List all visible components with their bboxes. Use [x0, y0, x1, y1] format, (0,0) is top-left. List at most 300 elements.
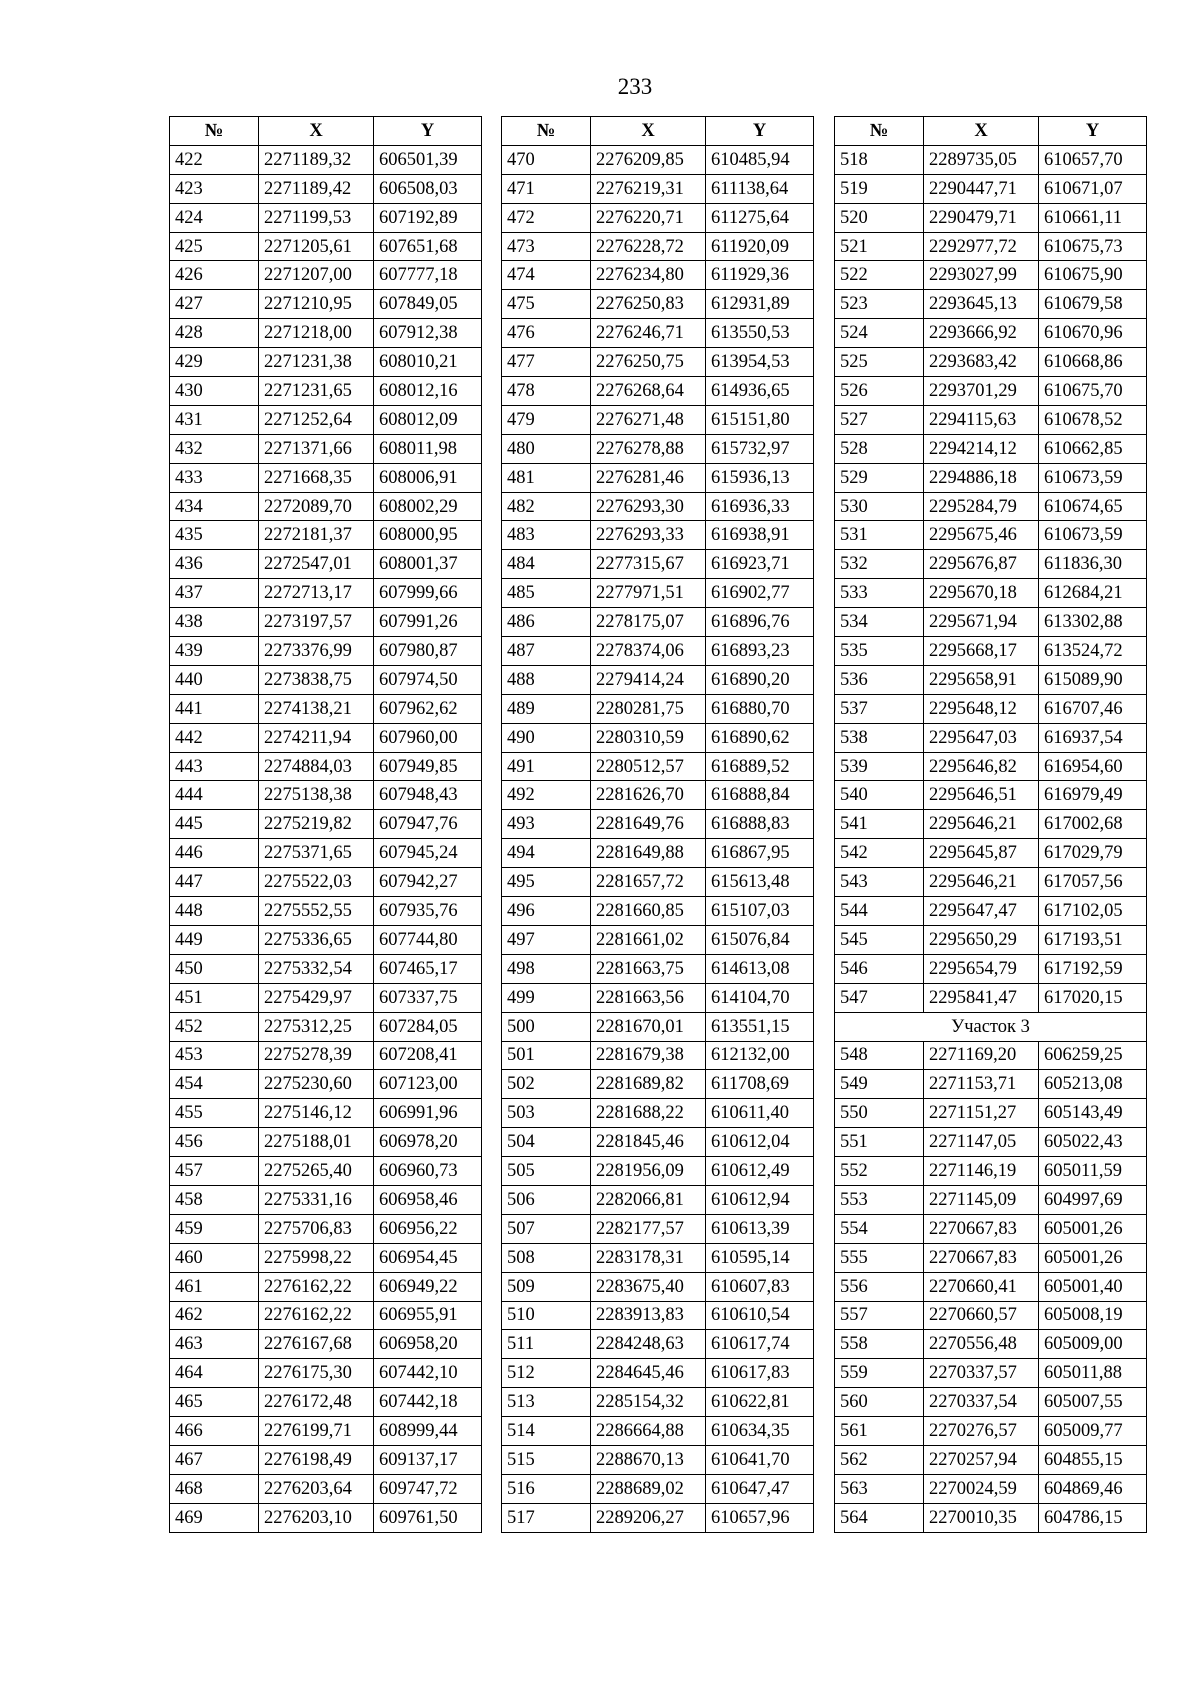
header-x: X — [259, 117, 374, 146]
table-row — [502, 954, 814, 983]
table-row — [170, 1214, 482, 1243]
y-coordinate: 616890,62 — [706, 723, 814, 752]
x-coordinate: 2272713,17 — [259, 579, 374, 608]
table-row — [502, 1128, 814, 1157]
x-coordinate: 2280310,59 — [591, 723, 706, 752]
table-row — [170, 1388, 482, 1417]
y-coordinate: 606958,20 — [374, 1330, 482, 1359]
point-number: 539 — [835, 752, 924, 781]
point-number: 437 — [170, 579, 259, 608]
table-row — [502, 261, 814, 290]
y-coordinate: 604997,69 — [1039, 1185, 1147, 1214]
point-number: 440 — [170, 665, 259, 694]
point-number: 544 — [835, 897, 924, 926]
y-coordinate: 610678,52 — [1039, 405, 1147, 434]
point-number: 436 — [170, 550, 259, 579]
point-number: 519 — [835, 174, 924, 203]
y-coordinate: 606949,22 — [374, 1272, 482, 1301]
y-coordinate: 613302,88 — [1039, 608, 1147, 637]
table-row — [170, 1012, 482, 1041]
x-coordinate: 2281649,88 — [591, 839, 706, 868]
x-coordinate: 2276228,72 — [591, 232, 706, 261]
point-number: 490 — [502, 723, 591, 752]
table-row — [170, 290, 482, 319]
y-coordinate: 611138,64 — [706, 174, 814, 203]
point-number: 524 — [835, 319, 924, 348]
x-coordinate: 2276167,68 — [259, 1330, 374, 1359]
point-number: 555 — [835, 1243, 924, 1272]
coordinates-table-1 — [169, 116, 482, 1533]
coordinates-table-2 — [501, 116, 814, 1533]
y-coordinate: 613954,53 — [706, 348, 814, 377]
x-coordinate: 2283675,40 — [591, 1272, 706, 1301]
y-coordinate: 607651,68 — [374, 232, 482, 261]
table-row — [170, 203, 482, 232]
table-row — [502, 897, 814, 926]
point-number: 557 — [835, 1301, 924, 1330]
point-number: 467 — [170, 1445, 259, 1474]
point-number: 492 — [502, 781, 591, 810]
point-number: 463 — [170, 1330, 259, 1359]
x-coordinate: 2295646,21 — [924, 810, 1039, 839]
y-coordinate: 615151,80 — [706, 405, 814, 434]
section-row — [835, 1012, 1147, 1041]
table-row — [170, 637, 482, 666]
table-row — [170, 550, 482, 579]
table-row — [502, 319, 814, 348]
y-coordinate: 606955,91 — [374, 1301, 482, 1330]
table-row — [835, 1128, 1147, 1157]
table-row — [170, 608, 482, 637]
table-row — [170, 1359, 482, 1388]
y-coordinate: 610613,39 — [706, 1214, 814, 1243]
x-coordinate: 2271210,95 — [259, 290, 374, 319]
y-coordinate: 610617,83 — [706, 1359, 814, 1388]
x-coordinate: 2290479,71 — [924, 203, 1039, 232]
point-number: 530 — [835, 492, 924, 521]
point-number: 535 — [835, 637, 924, 666]
table-row — [502, 1330, 814, 1359]
y-coordinate: 608999,44 — [374, 1417, 482, 1446]
x-coordinate: 2275371,65 — [259, 839, 374, 868]
y-coordinate: 616867,95 — [706, 839, 814, 868]
point-number: 479 — [502, 405, 591, 434]
table-row — [835, 839, 1147, 868]
header-y: Y — [1039, 117, 1147, 146]
point-number: 442 — [170, 723, 259, 752]
x-coordinate: 2273838,75 — [259, 665, 374, 694]
point-number: 449 — [170, 925, 259, 954]
x-coordinate: 2275146,12 — [259, 1099, 374, 1128]
point-number: 443 — [170, 752, 259, 781]
y-coordinate: 607948,43 — [374, 781, 482, 810]
x-coordinate: 2295650,29 — [924, 925, 1039, 954]
y-coordinate: 610673,59 — [1039, 463, 1147, 492]
x-coordinate: 2295648,12 — [924, 694, 1039, 723]
table-row — [835, 521, 1147, 550]
x-coordinate: 2275331,16 — [259, 1185, 374, 1214]
table-row — [835, 1243, 1147, 1272]
point-number: 445 — [170, 810, 259, 839]
y-coordinate: 616888,83 — [706, 810, 814, 839]
y-coordinate: 613550,53 — [706, 319, 814, 348]
y-coordinate: 607442,18 — [374, 1388, 482, 1417]
y-coordinate: 610622,81 — [706, 1388, 814, 1417]
y-coordinate: 611920,09 — [706, 232, 814, 261]
point-number: 508 — [502, 1243, 591, 1272]
table-row — [170, 174, 482, 203]
point-number: 512 — [502, 1359, 591, 1388]
x-coordinate: 2295654,79 — [924, 954, 1039, 983]
x-coordinate: 2276172,48 — [259, 1388, 374, 1417]
y-coordinate: 615732,97 — [706, 434, 814, 463]
x-coordinate: 2275188,01 — [259, 1128, 374, 1157]
y-coordinate: 616896,76 — [706, 608, 814, 637]
x-coordinate: 2295647,03 — [924, 723, 1039, 752]
table-row — [170, 434, 482, 463]
point-number: 491 — [502, 752, 591, 781]
table-row — [835, 1301, 1147, 1330]
point-number: 537 — [835, 694, 924, 723]
x-coordinate: 2276293,33 — [591, 521, 706, 550]
y-coordinate: 610671,07 — [1039, 174, 1147, 203]
y-coordinate: 607947,76 — [374, 810, 482, 839]
x-coordinate: 2271199,53 — [259, 203, 374, 232]
y-coordinate: 607960,00 — [374, 723, 482, 752]
x-coordinate: 2270257,94 — [924, 1445, 1039, 1474]
x-coordinate: 2295646,21 — [924, 868, 1039, 897]
y-coordinate: 605011,59 — [1039, 1157, 1147, 1186]
table-row — [170, 521, 482, 550]
table-row — [502, 637, 814, 666]
point-number: 422 — [170, 145, 259, 174]
x-coordinate: 2275312,25 — [259, 1012, 374, 1041]
table-row — [502, 1272, 814, 1301]
y-coordinate: 615076,84 — [706, 925, 814, 954]
point-number: 428 — [170, 319, 259, 348]
y-coordinate: 605143,49 — [1039, 1099, 1147, 1128]
y-coordinate: 611708,69 — [706, 1070, 814, 1099]
y-coordinate: 607942,27 — [374, 868, 482, 897]
x-coordinate: 2282177,57 — [591, 1214, 706, 1243]
y-coordinate: 610612,94 — [706, 1185, 814, 1214]
header-row — [835, 117, 1147, 146]
point-number: 475 — [502, 290, 591, 319]
point-number: 531 — [835, 521, 924, 550]
point-number: 465 — [170, 1388, 259, 1417]
point-number: 431 — [170, 405, 259, 434]
x-coordinate: 2284645,46 — [591, 1359, 706, 1388]
point-number: 439 — [170, 637, 259, 666]
x-coordinate: 2281689,82 — [591, 1070, 706, 1099]
y-coordinate: 607974,50 — [374, 665, 482, 694]
y-coordinate: 617029,79 — [1039, 839, 1147, 868]
point-number: 481 — [502, 463, 591, 492]
header-number: № — [502, 117, 591, 146]
table-row — [835, 1070, 1147, 1099]
table-row — [502, 1214, 814, 1243]
y-coordinate: 616954,60 — [1039, 752, 1147, 781]
table-row — [502, 1388, 814, 1417]
table-row — [835, 463, 1147, 492]
table-row — [502, 145, 814, 174]
table-row — [835, 983, 1147, 1012]
point-number: 489 — [502, 694, 591, 723]
table-row — [835, 1272, 1147, 1301]
table-row — [502, 868, 814, 897]
x-coordinate: 2270337,57 — [924, 1359, 1039, 1388]
y-coordinate: 610673,59 — [1039, 521, 1147, 550]
x-coordinate: 2293666,92 — [924, 319, 1039, 348]
point-number: 501 — [502, 1041, 591, 1070]
point-number: 425 — [170, 232, 259, 261]
table-row — [502, 377, 814, 406]
y-coordinate: 605008,19 — [1039, 1301, 1147, 1330]
x-coordinate: 2295671,94 — [924, 608, 1039, 637]
header-row — [170, 117, 482, 146]
y-coordinate: 610607,83 — [706, 1272, 814, 1301]
point-number: 533 — [835, 579, 924, 608]
point-number: 477 — [502, 348, 591, 377]
table-row — [170, 405, 482, 434]
y-coordinate: 612684,21 — [1039, 579, 1147, 608]
table-row — [170, 839, 482, 868]
x-coordinate: 2274138,21 — [259, 694, 374, 723]
x-coordinate: 2276234,80 — [591, 261, 706, 290]
point-number: 554 — [835, 1214, 924, 1243]
table-row — [835, 261, 1147, 290]
point-number: 464 — [170, 1359, 259, 1388]
y-coordinate: 606956,22 — [374, 1214, 482, 1243]
table-row — [835, 405, 1147, 434]
y-coordinate: 606960,73 — [374, 1157, 482, 1186]
x-coordinate: 2295675,46 — [924, 521, 1039, 550]
x-coordinate: 2275265,40 — [259, 1157, 374, 1186]
x-coordinate: 2281660,85 — [591, 897, 706, 926]
point-number: 538 — [835, 723, 924, 752]
table-row — [835, 492, 1147, 521]
x-coordinate: 2270024,59 — [924, 1474, 1039, 1503]
x-coordinate: 2276198,49 — [259, 1445, 374, 1474]
table-row — [170, 1243, 482, 1272]
table-row — [170, 1157, 482, 1186]
x-coordinate: 2288689,02 — [591, 1474, 706, 1503]
point-number: 496 — [502, 897, 591, 926]
y-coordinate: 605009,77 — [1039, 1417, 1147, 1446]
x-coordinate: 2275332,54 — [259, 954, 374, 983]
y-coordinate: 615089,90 — [1039, 665, 1147, 694]
table-row — [170, 1474, 482, 1503]
x-coordinate: 2293645,13 — [924, 290, 1039, 319]
x-coordinate: 2270660,41 — [924, 1272, 1039, 1301]
x-coordinate: 2275336,65 — [259, 925, 374, 954]
point-number: 461 — [170, 1272, 259, 1301]
x-coordinate: 2277971,51 — [591, 579, 706, 608]
point-number: 480 — [502, 434, 591, 463]
x-coordinate: 2293683,42 — [924, 348, 1039, 377]
point-number: 551 — [835, 1128, 924, 1157]
y-coordinate: 610612,49 — [706, 1157, 814, 1186]
table-row — [502, 723, 814, 752]
x-coordinate: 2276203,64 — [259, 1474, 374, 1503]
y-coordinate: 607980,87 — [374, 637, 482, 666]
x-coordinate: 2294886,18 — [924, 463, 1039, 492]
table-row — [835, 1388, 1147, 1417]
point-number: 497 — [502, 925, 591, 954]
table-row — [502, 1243, 814, 1272]
table-row — [835, 1041, 1147, 1070]
y-coordinate: 607962,62 — [374, 694, 482, 723]
x-coordinate: 2281688,22 — [591, 1099, 706, 1128]
point-number: 493 — [502, 810, 591, 839]
table-row — [502, 463, 814, 492]
x-coordinate: 2275706,83 — [259, 1214, 374, 1243]
point-number: 485 — [502, 579, 591, 608]
y-coordinate: 607284,05 — [374, 1012, 482, 1041]
header-number: № — [170, 117, 259, 146]
x-coordinate: 2283178,31 — [591, 1243, 706, 1272]
x-coordinate: 2281663,75 — [591, 954, 706, 983]
y-coordinate: 614104,70 — [706, 983, 814, 1012]
table-row — [835, 434, 1147, 463]
point-number: 446 — [170, 839, 259, 868]
x-coordinate: 2295647,47 — [924, 897, 1039, 926]
point-number: 513 — [502, 1388, 591, 1417]
table-row — [835, 377, 1147, 406]
table-row — [170, 145, 482, 174]
x-coordinate: 2276162,22 — [259, 1272, 374, 1301]
point-number: 456 — [170, 1128, 259, 1157]
table-row — [170, 377, 482, 406]
table-row — [170, 983, 482, 1012]
table-row — [170, 261, 482, 290]
point-number: 452 — [170, 1012, 259, 1041]
y-coordinate: 607912,38 — [374, 319, 482, 348]
table-row — [835, 1417, 1147, 1446]
x-coordinate: 2295658,91 — [924, 665, 1039, 694]
y-coordinate: 610662,85 — [1039, 434, 1147, 463]
x-coordinate: 2273197,57 — [259, 608, 374, 637]
table-row — [502, 174, 814, 203]
y-coordinate: 610674,65 — [1039, 492, 1147, 521]
table-row — [835, 550, 1147, 579]
y-coordinate: 610657,70 — [1039, 145, 1147, 174]
y-coordinate: 611836,30 — [1039, 550, 1147, 579]
x-coordinate: 2295646,82 — [924, 752, 1039, 781]
y-coordinate: 610679,58 — [1039, 290, 1147, 319]
point-number: 451 — [170, 983, 259, 1012]
x-coordinate: 2271146,19 — [924, 1157, 1039, 1186]
table-row — [170, 1445, 482, 1474]
y-coordinate: 616880,70 — [706, 694, 814, 723]
point-number: 494 — [502, 839, 591, 868]
point-number: 474 — [502, 261, 591, 290]
y-coordinate: 610668,86 — [1039, 348, 1147, 377]
y-coordinate: 616902,77 — [706, 579, 814, 608]
y-coordinate: 616889,52 — [706, 752, 814, 781]
table-row — [502, 752, 814, 781]
point-number: 518 — [835, 145, 924, 174]
point-number: 434 — [170, 492, 259, 521]
x-coordinate: 2271169,20 — [924, 1041, 1039, 1070]
table-row — [835, 1214, 1147, 1243]
x-coordinate: 2281663,56 — [591, 983, 706, 1012]
x-coordinate: 2271205,61 — [259, 232, 374, 261]
table-row — [502, 1041, 814, 1070]
point-number: 509 — [502, 1272, 591, 1301]
y-coordinate: 610670,96 — [1039, 319, 1147, 348]
x-coordinate: 2276268,64 — [591, 377, 706, 406]
table-row — [835, 1099, 1147, 1128]
point-number: 471 — [502, 174, 591, 203]
section-title: Участок 3 — [835, 1012, 1147, 1041]
y-coordinate: 611275,64 — [706, 203, 814, 232]
point-number: 457 — [170, 1157, 259, 1186]
y-coordinate: 610647,47 — [706, 1474, 814, 1503]
point-number: 545 — [835, 925, 924, 954]
table-row — [835, 1359, 1147, 1388]
table-row — [170, 810, 482, 839]
table-row — [502, 781, 814, 810]
table-row — [502, 579, 814, 608]
y-coordinate: 616936,33 — [706, 492, 814, 521]
x-coordinate: 2271151,27 — [924, 1099, 1039, 1128]
table-row — [170, 925, 482, 954]
table-row — [170, 781, 482, 810]
x-coordinate: 2281649,76 — [591, 810, 706, 839]
table-row — [502, 1070, 814, 1099]
table-row — [170, 1330, 482, 1359]
y-coordinate: 608000,95 — [374, 521, 482, 550]
y-coordinate: 607465,17 — [374, 954, 482, 983]
point-number: 433 — [170, 463, 259, 492]
y-coordinate: 610661,11 — [1039, 203, 1147, 232]
point-number: 427 — [170, 290, 259, 319]
x-coordinate: 2270660,57 — [924, 1301, 1039, 1330]
point-number: 453 — [170, 1041, 259, 1070]
point-number: 507 — [502, 1214, 591, 1243]
x-coordinate: 2274211,94 — [259, 723, 374, 752]
table-row — [502, 839, 814, 868]
point-number: 561 — [835, 1417, 924, 1446]
y-coordinate: 617193,51 — [1039, 925, 1147, 954]
table-row — [502, 550, 814, 579]
x-coordinate: 2271231,38 — [259, 348, 374, 377]
x-coordinate: 2271231,65 — [259, 377, 374, 406]
table-row — [502, 1417, 814, 1446]
x-coordinate: 2290447,71 — [924, 174, 1039, 203]
x-coordinate: 2276250,83 — [591, 290, 706, 319]
y-coordinate: 607777,18 — [374, 261, 482, 290]
x-coordinate: 2270010,35 — [924, 1503, 1039, 1532]
x-coordinate: 2275522,03 — [259, 868, 374, 897]
x-coordinate: 2271189,42 — [259, 174, 374, 203]
point-number: 546 — [835, 954, 924, 983]
table-row — [170, 232, 482, 261]
point-number: 514 — [502, 1417, 591, 1446]
point-number: 511 — [502, 1330, 591, 1359]
y-coordinate: 605213,08 — [1039, 1070, 1147, 1099]
y-coordinate: 614936,65 — [706, 377, 814, 406]
table-row — [835, 174, 1147, 203]
point-number: 502 — [502, 1070, 591, 1099]
y-coordinate: 604855,15 — [1039, 1445, 1147, 1474]
table-row — [170, 492, 482, 521]
x-coordinate: 2272547,01 — [259, 550, 374, 579]
y-coordinate: 608012,09 — [374, 405, 482, 434]
point-number: 523 — [835, 290, 924, 319]
point-number: 454 — [170, 1070, 259, 1099]
